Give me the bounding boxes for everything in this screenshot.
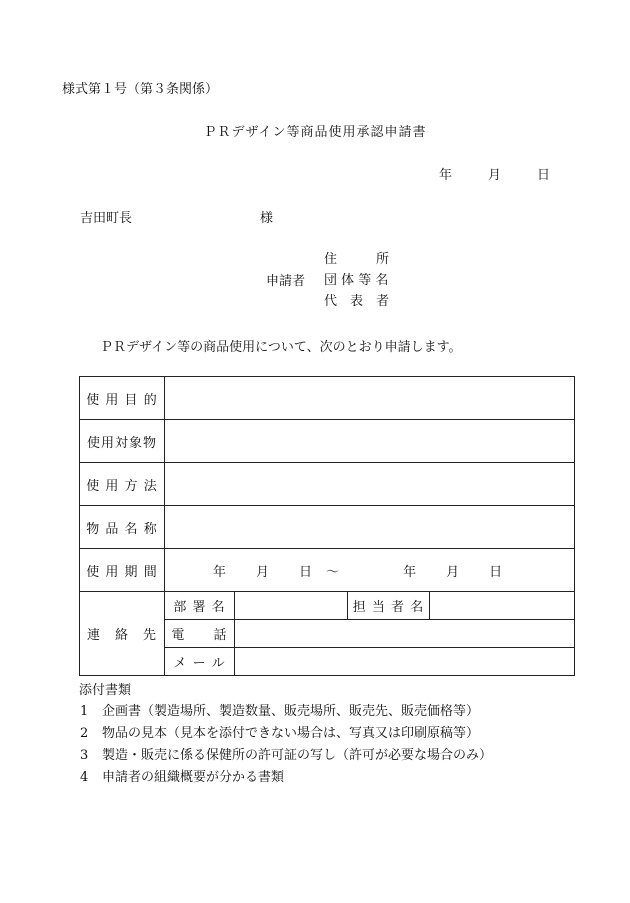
period-start-day: 日 — [299, 564, 313, 580]
period-end-year: 年 — [403, 564, 417, 580]
target-field[interactable] — [165, 420, 575, 463]
period-end-month: 月 — [446, 564, 460, 580]
list-item — [80, 748, 492, 770]
method-field[interactable] — [165, 463, 575, 506]
phone-label: 電 話 — [165, 620, 235, 648]
person-label: 担 当 者 名 — [348, 592, 430, 620]
date-line — [439, 168, 550, 184]
lead-text: ＰＲデザイン等の商品使用について、次のとおり申請します。 — [100, 340, 462, 355]
phone-field[interactable] — [235, 620, 575, 648]
attachments-heading: 添付書類 — [79, 683, 132, 698]
addressee-name: 吉田町長 — [80, 211, 133, 226]
attachment-number: 3 — [80, 748, 89, 763]
list-item — [80, 770, 492, 792]
form-number: 様式第１号（第３条関係） — [62, 82, 219, 97]
table-row — [80, 506, 575, 549]
period-tilde: 〜 — [326, 564, 340, 580]
mail-field[interactable] — [235, 648, 575, 676]
period-end-day: 日 — [489, 564, 503, 580]
mail-label: メ ー ル — [165, 648, 235, 676]
department-field[interactable] — [235, 592, 348, 620]
document-title: ＰＲデザイン等商品使用承認申請書 — [203, 125, 427, 140]
list-item — [80, 704, 492, 726]
table-row — [80, 592, 575, 620]
period-field[interactable] — [165, 549, 575, 592]
applicant-address-label: 住 所 — [324, 252, 390, 267]
period-start-year: 年 — [213, 564, 227, 580]
period-label: 使 用 期 間 — [80, 549, 165, 592]
addressee — [80, 211, 273, 227]
attachment-text: 製造・販売に係る保健所の許可証の写し（許可が必要な場合のみ） — [102, 748, 493, 763]
table-row — [80, 549, 575, 592]
date-day-label: 日 — [536, 168, 550, 183]
item-name-field[interactable] — [165, 506, 575, 549]
purpose-label: 使 用 目 的 — [80, 377, 165, 420]
attachment-number: 2 — [80, 726, 89, 741]
table-row — [80, 377, 575, 420]
item-name-label: 物 品 名 称 — [80, 506, 165, 549]
target-label: 使用対象物 — [80, 420, 165, 463]
attachments-list — [80, 704, 492, 792]
person-field[interactable] — [430, 592, 575, 620]
attachment-number: 4 — [80, 770, 89, 785]
date-month-label: 月 — [487, 168, 501, 183]
attachment-text: 申請者の組織概要が分かる書類 — [102, 770, 285, 785]
list-item — [80, 726, 492, 748]
addressee-honorific: 様 — [260, 211, 274, 226]
method-label: 使 用 方 法 — [80, 463, 165, 506]
applicant-representative-label: 代 表 者 — [324, 294, 390, 309]
attachment-text: 物品の見本（見本を添付できない場合は、写真又は印刷原稿等） — [102, 726, 480, 741]
applicant-fields — [324, 252, 389, 315]
application-table — [79, 376, 575, 676]
date-year-label: 年 — [438, 168, 452, 183]
applicant-organization-label: 団 体 等 名 — [324, 273, 389, 288]
period-start-month: 月 — [256, 564, 270, 580]
attachment-text: 企画書（製造場所、製造数量、販売場所、販売先、販売価格等） — [102, 704, 480, 719]
department-label: 部 署 名 — [165, 592, 235, 620]
contact-label: 連 絡 先 — [80, 592, 165, 676]
table-row — [80, 463, 575, 506]
applicant-label: 申請者 — [266, 274, 306, 289]
table-row — [80, 420, 575, 463]
attachment-number: 1 — [80, 704, 89, 719]
purpose-field[interactable] — [165, 377, 575, 420]
